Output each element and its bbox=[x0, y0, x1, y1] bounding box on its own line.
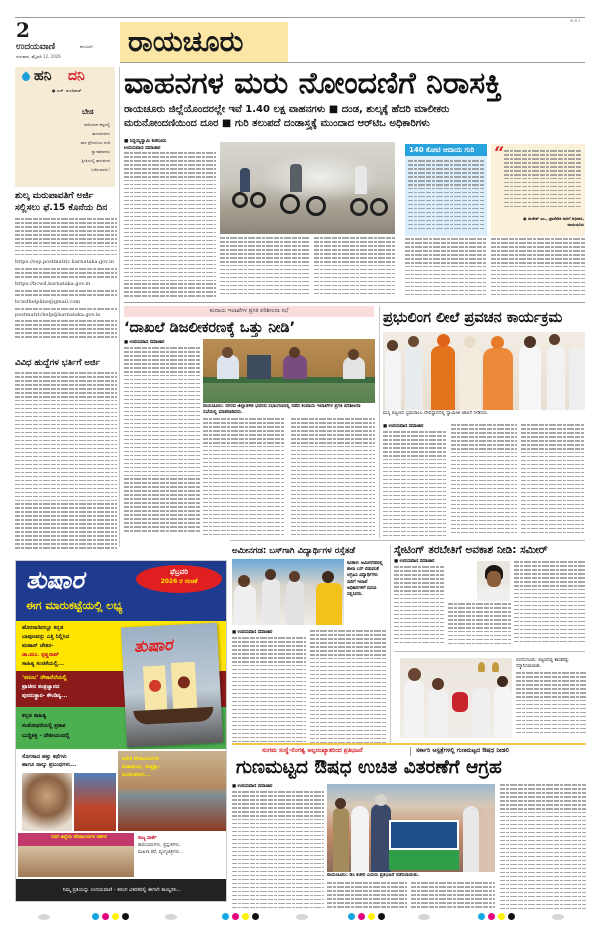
top-rule bbox=[15, 17, 585, 18]
amingad-photo-protest bbox=[232, 559, 344, 625]
ad-footer: ನಿಮ್ಮ ಪ್ರತಿಯನ್ನು ಉದಯವಾಣಿ - ತರಂಗ ವಿತರಕರಲ್ಲಿ ಈಗಲೇ ಕಾಯ್ದಿರಿಸಿ... bbox=[16, 879, 227, 901]
dakhale-headline[interactable]: ‘ದಾಖಲೆ ಡಿಜಲೀಕರಣಕ್ಕೆ ಒತ್ತು ನೀಡಿ’ bbox=[124, 320, 296, 336]
bottom-kicker-left: ಸಂಗಮ ಸಂಸ್ಥೆ-ಲಿಂಗತ್ವ ಅಲ್ಪಸಂಖ್ಯಾತರಿಂದ ಪ್ರತಿಭಟನೆ bbox=[262, 747, 363, 754]
ad-line: ಪ್ರಾಚೀನ ತಂತ್ರಜ್ಞಾನದ bbox=[22, 684, 60, 690]
ad-line: ಸಂಶೋಧನೆಯಲ್ಲಿ ಪ್ರಕಾಶ bbox=[22, 723, 66, 729]
lead-subhead-1: ರಾಯಚೂರು ಜಿಲ್ಲೆಯೊಂದರಲ್ಲೇ ಇವೆ 1.40 ಲಕ್ಷ ವಾಹನಗಳು ■ ದಂಡ, ಶುಲ್ಕಕ್ಕೆ ಹೆದರಿ ಮಾಲೀಕರು bbox=[124, 104, 450, 115]
cyan-dot bbox=[222, 913, 229, 920]
quote-author: ● ರಾಜೇಶ್ ಎಂ., ಪ್ರಾದೇಶಿಕ ಸಾರಿಗೆ ಅಧಿಕಾರಿ, ರಾಯಚೂರು bbox=[523, 216, 584, 227]
masthead-rule bbox=[120, 62, 585, 63]
portrait-illustration bbox=[22, 773, 72, 831]
issue-month: ಫೆಬ್ರವರಿ bbox=[169, 568, 188, 576]
edition-label: ಕಲಬುರಗಿ bbox=[80, 44, 93, 49]
dakhale-byline: ■ ಉದಯವಾಣಿ ಸಮಾಚಾರ bbox=[124, 340, 165, 345]
amingad-body-col1 bbox=[232, 637, 306, 747]
person-1 bbox=[385, 350, 401, 410]
amingad-headline[interactable]: ಅಮೀನಗಡ: ಬಸ್‌ಗಾಗಿ ವಿದ್ಯಾರ್ಥಿಗಳ ರಸ್ತೆತಡೆ bbox=[232, 546, 356, 556]
lead-byline: ಉದಯವಾಣಿ ಸಮಾಚಾರ bbox=[124, 146, 161, 151]
quote-mark-icon: “ bbox=[494, 143, 505, 164]
lead-story-bottom-rule bbox=[124, 302, 585, 303]
sameer-portrait bbox=[477, 561, 510, 601]
protest-banner bbox=[389, 820, 459, 850]
cyan-dot bbox=[478, 913, 485, 920]
registration-oval bbox=[38, 914, 50, 920]
ship-hull bbox=[133, 707, 214, 725]
cyan-dot bbox=[92, 913, 99, 920]
fee-refund-body bbox=[15, 218, 117, 258]
vacancy-headline[interactable]: ವಿವಿಧ ಹುದ್ದೆಗಳ ಭರ್ತಿಗೆ ಅರ್ಜಿ bbox=[15, 358, 101, 368]
cover-brand: ತುಷಾರ bbox=[133, 634, 173, 656]
yellow-dot bbox=[242, 913, 249, 920]
issue-year: 2026 ರ ಸಂಚಿಕೆ bbox=[160, 578, 198, 585]
prabhulinga-body-col1 bbox=[383, 431, 447, 539]
swamiji-2 bbox=[459, 346, 481, 410]
column-divider bbox=[379, 306, 380, 538]
dakhale-body-col2 bbox=[203, 418, 285, 538]
postmatric-email[interactable]: postmatrichelp@karnataka.gov.in bbox=[15, 312, 101, 318]
skating-body-col1 bbox=[394, 566, 444, 648]
lead-body-col3 bbox=[314, 237, 396, 299]
dakhale-caption: ರಾಯಚೂರು: ನಗರದ ಜಿಲ್ಲಾಡಳಿತ ಭವನದ ಸಭಾಂಗಣದಲ್ಲಿ ನಡೆದ ಕಂದಾಯ ಇಲಾಖೆಗಳ ಪ್ರಗತಿ ಪರಿಶೀಲನಾ ಸಭೆಯಲ್ಲಿ ಮಾತನಾಡಿದರು. bbox=[203, 404, 361, 415]
bottom-byline: ■ ಉದಯವಾಣಿ ಸಮಾಚಾರ bbox=[232, 784, 273, 789]
helpline-email[interactable]: bcwdhelpline@gmail.com bbox=[15, 299, 81, 305]
registration-oval bbox=[552, 914, 564, 920]
ad-small-box-text bbox=[138, 835, 218, 856]
bcwd-link[interactable]: https://bcwd.karnataka.gov.in bbox=[15, 281, 91, 287]
ad-line: ಮನಸಂತರಂಗ... bbox=[122, 772, 151, 778]
prabhulinga-body-col3 bbox=[521, 424, 585, 539]
column-divider bbox=[390, 545, 391, 745]
fee-refund-body-5 bbox=[15, 320, 117, 340]
kicker-separator bbox=[410, 747, 411, 756]
dakhale-body-col1 bbox=[124, 347, 200, 537]
amingad-byline: ■ ಉದಯವಾಣಿ ಸಮಾಚಾರ bbox=[232, 630, 273, 635]
yellow-vest-person bbox=[316, 583, 342, 625]
felicitation-body bbox=[516, 672, 586, 738]
vacancy-body bbox=[15, 372, 117, 552]
black-dot bbox=[252, 913, 259, 920]
ad-yellow-text bbox=[22, 624, 122, 669]
poem-title: ಬೇಡ bbox=[82, 108, 94, 116]
bottom-caption: ರಾಯಚೂರು: ಡಿಸಿ ಕಚೇರಿ ಎದುರು ಪ್ರತಿಭಟನೆ ನಡೆಸಲಾಯಿತು. bbox=[327, 873, 420, 878]
ad-line: ಬಾವುಟವನ್ನು ಎತ್ತಿ ನಿಲ್ಲಿಸಿದ bbox=[22, 634, 70, 640]
garland bbox=[452, 692, 468, 712]
person-2 bbox=[405, 346, 423, 410]
brief-rule bbox=[394, 651, 585, 652]
ad-red-text bbox=[22, 674, 122, 701]
police-officer bbox=[333, 808, 349, 872]
ad-green-text bbox=[22, 711, 122, 741]
registration-oval bbox=[418, 914, 430, 920]
registration-oval bbox=[165, 914, 177, 920]
page-code: RCR 2 bbox=[570, 19, 581, 23]
dakhale-photo-meeting bbox=[203, 339, 375, 403]
tushara-brand: ತುಷಾರ bbox=[26, 566, 84, 594]
skating-headline[interactable]: ಸ್ಕೇಟಿಂಗ್ ತರಬೇತಿಗೆ ಅವಕಾಶ ನೀಡಿ: ಸಮೀರ್ bbox=[394, 544, 548, 556]
magenta-dot bbox=[358, 913, 365, 920]
official-3 bbox=[343, 357, 365, 379]
swamiji-3 bbox=[483, 348, 513, 410]
ad-line: ರಾಜ್ಯ ವಾರ್ತೆ bbox=[138, 836, 157, 841]
person-3 bbox=[519, 346, 541, 410]
skating-body-col2 bbox=[448, 603, 512, 647]
mid-rule bbox=[230, 540, 585, 541]
bell-icon bbox=[478, 662, 485, 672]
ad-kumbh-text bbox=[122, 755, 226, 779]
fee-refund-body-3 bbox=[15, 290, 117, 298]
ad-line: ಪುನರುತ್ಥಾನ- ಕೌಂಡಿನ್ಯ... bbox=[22, 693, 68, 699]
quote-continuation bbox=[491, 238, 585, 300]
lead-kicker: ■ ಸಿದ್ದಯ್ಯಸ್ವಾಮಿ ಕುಕನೂರು bbox=[124, 139, 167, 144]
amingad-side-caption: ಕವಿತಾಳ: ಅಮೀನಗಡದಲ್ಲಿ ಶಾಲಾ ಬಸ್ ಬಿಡುವಂತೆ ಆಗ್ರಹಿಸಿ ವಿದ್ಯಾರ್ಥಿಗಳು ಸಾರಿಗೆ ಇಲಾಖೆ ಅಧಿಕಾರಿಗಳಿಗೆ ಮನವಿ ಸಲ್ಲಿಸಿದರು. bbox=[347, 561, 383, 598]
ad-line: ಕನ್ನಡ ಸಾಹಿತ್ಯ bbox=[22, 713, 47, 719]
ad-line: ಮಹಾನ್ ಚೇತನ- bbox=[22, 643, 54, 649]
poem-lines bbox=[30, 120, 110, 174]
person-5 bbox=[569, 348, 585, 410]
ad-line: ಸಾಹಿತ್ಯ ಸಂಚಿಕೆಯಲ್ಲಿ... bbox=[22, 661, 65, 667]
rider-2 bbox=[290, 164, 302, 192]
column-divider bbox=[119, 67, 120, 547]
poem-line: ದಾರಿಯಾದ ಕಷ್ಟದಲ್ಲಿ bbox=[83, 122, 110, 127]
factbox-title: 140 ಕೋಟಿ ಆದಾಯ ಗುರಿ bbox=[405, 144, 487, 156]
warrior-illustration bbox=[74, 773, 116, 831]
black-dot bbox=[378, 913, 385, 920]
ad-line: ಅನೇಕ ದೇವಾಲಯಗಳು bbox=[122, 756, 160, 762]
dani-logo: ದನಿ bbox=[68, 68, 85, 84]
poem-line: ತಾಳುವಂಥದು bbox=[92, 131, 110, 136]
ad-line: ಡಾ.ಮಂ. ಕೃಷ್ಣರಾವ್ bbox=[22, 652, 60, 658]
fee-refund-body-2 bbox=[15, 268, 117, 280]
rider-3 bbox=[355, 166, 367, 194]
prabhulinga-body-col2 bbox=[451, 424, 517, 539]
yellow-dot bbox=[112, 913, 119, 920]
motorcycle-1-wheel bbox=[232, 192, 248, 208]
bottom-body-col2 bbox=[327, 882, 407, 912]
dakhale-kicker: ಕಂದಾಯ ಇಲಾಖೆಗಳ ಪ್ರಗತಿ ಪರಿಶೀಲನಾ ಸಭೆ bbox=[209, 308, 289, 314]
ad-line: ಕಾರುಬಾರುಗಳು, ಪ್ರಸ್ತುತಗಳು, bbox=[138, 843, 181, 848]
amingad-body-col2 bbox=[310, 630, 386, 747]
hani-logo: ಹನಿ bbox=[34, 68, 52, 84]
official-2 bbox=[283, 355, 307, 379]
poem-line: ಸ್ವಾಗತವಾದರು bbox=[91, 149, 110, 154]
lead-subhead-2: ಮರುನೋಂದಣಿಯಿಂದ ದೂರ ■ ಗುರಿ ತಲುಪದೆ ದಂಡಾಸ್ತ್ರಕ್ಕೆ ಮುಂದಾದ ಆರ್‌ಟಿಒ ಅಧಿಕಾರಿಗಳು bbox=[124, 118, 430, 129]
tushara-ad[interactable] bbox=[15, 560, 227, 902]
section-title: ರಾಯಚೂರು bbox=[128, 25, 244, 58]
bottom-headline[interactable]: ಗುಣಮಟ್ಟದ ಔಷಧ ಉಚಿತ ವಿತರಣೆಗೆ ಆಗ್ರಹ bbox=[236, 757, 502, 778]
registration-dots bbox=[92, 913, 129, 920]
bottom-body-col1 bbox=[232, 791, 324, 911]
ad-line: ಹೊರನಾಡಿನಲ್ಲೂ ಕನ್ನಡ bbox=[22, 625, 64, 631]
registration-dots bbox=[348, 913, 385, 920]
official-1 bbox=[217, 355, 239, 379]
bottom-body-col3 bbox=[411, 882, 495, 912]
ad-stories-text bbox=[22, 753, 116, 769]
factbox-body bbox=[408, 160, 484, 232]
registration-oval bbox=[296, 914, 308, 920]
ad-line: ಮಹಾಕುಂಭ, ಮತ್ತಷ್ಟು- bbox=[122, 764, 161, 770]
black-dot bbox=[508, 913, 515, 920]
lead-body-col1 bbox=[124, 152, 216, 300]
lead-photo-motorcycles bbox=[220, 142, 395, 234]
prabhulinga-photo-ceremony bbox=[383, 332, 585, 410]
magenta-dot bbox=[232, 913, 239, 920]
dakhale-body-col3 bbox=[291, 418, 375, 538]
fee-refund-headline[interactable]: ಶುಲ್ಕ ಮರುಪಾವತಿಗೆ ಅರ್ಜಿ ಸಲ್ಲಿಸಲು ಫೆ.15 ಕೊನೆಯ ದಿನ bbox=[15, 191, 108, 213]
rider-1 bbox=[240, 168, 250, 192]
ad-tagline: ಈಗ ಮಾರುಕಟ್ಟೆಯಲ್ಲಿ ಲಭ್ಯ bbox=[26, 599, 123, 612]
ad-line: ಬುದ್ಧಿಶಕ್ತಿ - ದೇಶೀಯಂದಲ್ಲಿ bbox=[22, 733, 70, 739]
bottom-kicker-right: ಸರ್ಕಾರಿ ಆಸ್ಪತ್ರೆಗಳಲ್ಲಿ ಗುಣಮಟ್ಟದ ಔಷಧ ನೀಡಲಿ bbox=[416, 747, 510, 754]
swamiji-1 bbox=[431, 346, 455, 410]
person-4 bbox=[547, 346, 565, 410]
magenta-dot bbox=[102, 913, 109, 920]
ad-line: ಹಾಗೂ ನಾಲ್ಕು ಪ್ರಬಂಧಗಳು... bbox=[22, 762, 77, 768]
lead-headline[interactable]: ವಾಹನಗಳ ಮರು ನೋಂದಣಿಗೆ ನಿರಾಸಕ್ತಿ bbox=[124, 66, 502, 101]
poem-line: ವಾಸ ಪ್ರೇಯಸಿಯ ನುಡಿ bbox=[80, 140, 110, 145]
bottom-yellow-rule bbox=[232, 743, 586, 745]
prabhulinga-caption: ಮಸ್ಕಿ ಪಟ್ಟಣದ ಭ್ರಮರಾಂಬ ದೇವಸ್ಥಾನದಲ್ಲಿ ಸ್ವಾಮೀಜಿ ಚಾಲನೆ ನೀಡಿದರು. bbox=[383, 411, 489, 416]
magenta-dot bbox=[488, 913, 495, 920]
issue-date: ಗುರುವಾರ, ಫೆಬ್ರವರಿ 12, 2026 bbox=[16, 54, 61, 59]
ad-line: ಸೊಗಸಾದ ಹತ್ತು ಕಥೆಗಳು bbox=[22, 754, 67, 760]
prabhulinga-headline[interactable]: ಪ್ರಭುಲಿಂಗ ಲೀಲೆ ಪ್ರವಚನ ಕಾರ್ಯಕ್ರಮ bbox=[383, 310, 563, 326]
poem-line: ಬರೆಸಬಾರದು! bbox=[91, 167, 110, 172]
poem-line: ಪ್ರೀತಿಯಲ್ಲಿ ತಾಳುವಂಥ bbox=[81, 158, 110, 163]
cyan-dot bbox=[348, 913, 355, 920]
skating-byline: ■ ಉದಯವಾಣಿ ಸಮಾಚಾರ bbox=[394, 559, 435, 564]
registration-dots bbox=[478, 913, 515, 920]
felicitation-caption: ಲಿಂಗಸುಗೂರು: ಪಟ್ಟಣದಲ್ಲಿ ಶಾಸಕರನ್ನು ಸನ್ಮಾನಿಸಲಾಯಿತು. bbox=[516, 658, 570, 670]
registration-dots bbox=[222, 913, 259, 920]
lead-body-col2 bbox=[220, 237, 310, 299]
prabhulinga-byline: ■ ಉದಯವಾಣಿ ಸಮಾಚಾರ bbox=[383, 424, 424, 429]
ad-line: ‘ಕದಂಬ’ ನೌಕಾನೆಲೆಯಲ್ಲಿ bbox=[22, 675, 67, 681]
hani-dani-author: ● ಎಚ್. ಡುಂಡಿರಾಜ್ bbox=[52, 88, 82, 93]
ad-line: ಮಹಿಳಾ ಕಥೆ, ವ್ಯಂಗ್ಯಚಿತ್ರಗಳು... bbox=[138, 850, 184, 855]
skating-body-col3 bbox=[514, 561, 586, 647]
bottom-body-col4 bbox=[500, 784, 586, 912]
factbox-continuation bbox=[405, 238, 487, 300]
bottom-photo-protest bbox=[327, 784, 495, 872]
page-number: 2 bbox=[16, 18, 30, 42]
motorcycle-2-wheel bbox=[280, 194, 300, 214]
black-dot bbox=[122, 913, 129, 920]
quote-text bbox=[504, 150, 582, 212]
temple-banner-label: ಗದಗ ಜಿಲ್ಲೆಯ ದೇವಾಲಯಗಳ ದರ್ಶನ bbox=[51, 835, 107, 840]
yellow-dot bbox=[498, 913, 505, 920]
ssp-link[interactable]: https://ssp.postmatric.karnataka.gov.in bbox=[15, 259, 114, 265]
felicitation-photo bbox=[400, 658, 512, 738]
paper-name: ಉದಯವಾಣಿ bbox=[16, 42, 56, 52]
magazine-cover bbox=[121, 623, 223, 748]
yellow-dot bbox=[368, 913, 375, 920]
